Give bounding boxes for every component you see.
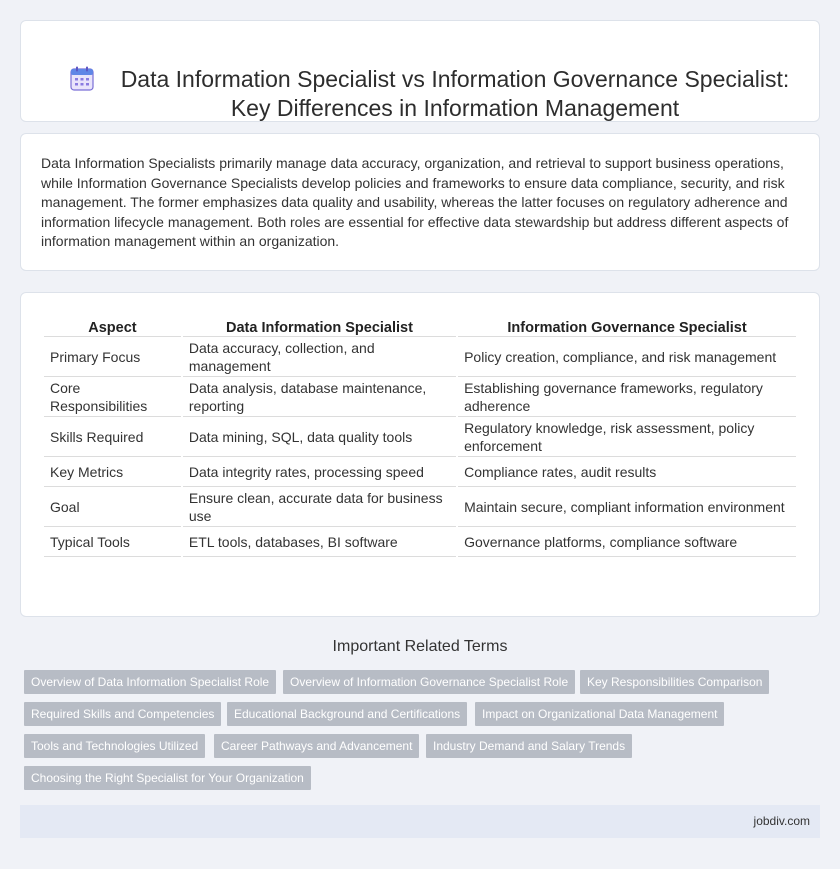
table-cell: Core Responsibilities [44,377,181,417]
table-cell: Typical Tools [44,527,181,557]
table-cell: Ensure clean, accurate data for business use [183,487,456,527]
table-header-row [44,317,796,337]
table-cell: Key Metrics [44,457,181,487]
table-row [44,377,796,417]
footer [20,805,820,838]
comparison-table [42,317,798,557]
table-cell: Regulatory knowledge, risk assessment, policy enforcement [458,417,796,457]
related-term-tag[interactable]: Impact on Organizational Data Management [475,702,724,726]
table-row [44,487,796,527]
intro-card [20,133,820,271]
related-term-tag[interactable]: Choosing the Right Specialist for Your Organization [24,766,311,790]
related-term-tag[interactable]: Industry Demand and Salary Trends [426,734,632,758]
related-term-tag[interactable]: Overview of Data Information Specialist Role [24,670,276,694]
related-term-tag[interactable]: Educational Background and Certifications [227,702,467,726]
table-cell: Data mining, SQL, data quality tools [183,417,456,457]
header-information-governance-specialist: Information Governance Specialist [458,317,796,337]
table-cell: Goal [44,487,181,527]
title-card [20,20,820,122]
related-terms-title: Important Related Terms [332,638,508,655]
related-term-tag[interactable]: Career Pathways and Advancement [214,734,419,758]
footer-site-link[interactable]: jobdiv.com [753,814,810,828]
comparison-card [20,292,820,617]
table-cell: Maintain secure, compliant information environment [458,487,796,527]
table-cell: Compliance rates, audit results [458,457,796,487]
related-term-tag[interactable]: Overview of Information Governance Specialist Role [283,670,575,694]
table-cell: Primary Focus [44,337,181,377]
related-term-tag[interactable]: Key Responsibilities Comparison [580,670,769,694]
table-cell: Data integrity rates, processing speed [183,457,456,487]
table-cell: Policy creation, compliance, and risk management [458,337,796,377]
table-row [44,417,796,457]
page-title [111,65,799,123]
intro-text: Data Information Specialists primarily manage data accuracy, organization, and retrieval to support business operations, while Information Governance Specialists develop policies and frameworks to ensure data compliance, security, and risk management. The former emphasizes data quality and usability, whereas the latter focuses on regulatory adherence and information lifecycle management. Both roles are essential for effective data stewardship but address different aspects of information management within an organization. [41,155,789,250]
calendar-icon [68,66,96,92]
table-row [44,457,796,487]
table-row [44,527,796,557]
table-cell: Establishing governance frameworks, regulatory adherence [458,377,796,417]
related-term-tag[interactable]: Tools and Technologies Utilized [24,734,205,758]
table-cell: Data accuracy, collection, and management [183,337,456,377]
title-line-1: Data Information Specialist vs Information Governance Specialist: [120,66,790,92]
table-cell: Data analysis, database maintenance, reporting [183,377,456,417]
header-data-information-specialist: Data Information Specialist [183,317,456,337]
header-aspect: Aspect [44,317,181,337]
table-cell: Skills Required [44,417,181,457]
table-row [44,337,796,377]
table-cell: ETL tools, databases, BI software [183,527,456,557]
table-cell: Governance platforms, compliance software [458,527,796,557]
title-line-2: Key Differences in Information Management [230,95,680,121]
related-term-tag[interactable]: Required Skills and Competencies [24,702,221,726]
